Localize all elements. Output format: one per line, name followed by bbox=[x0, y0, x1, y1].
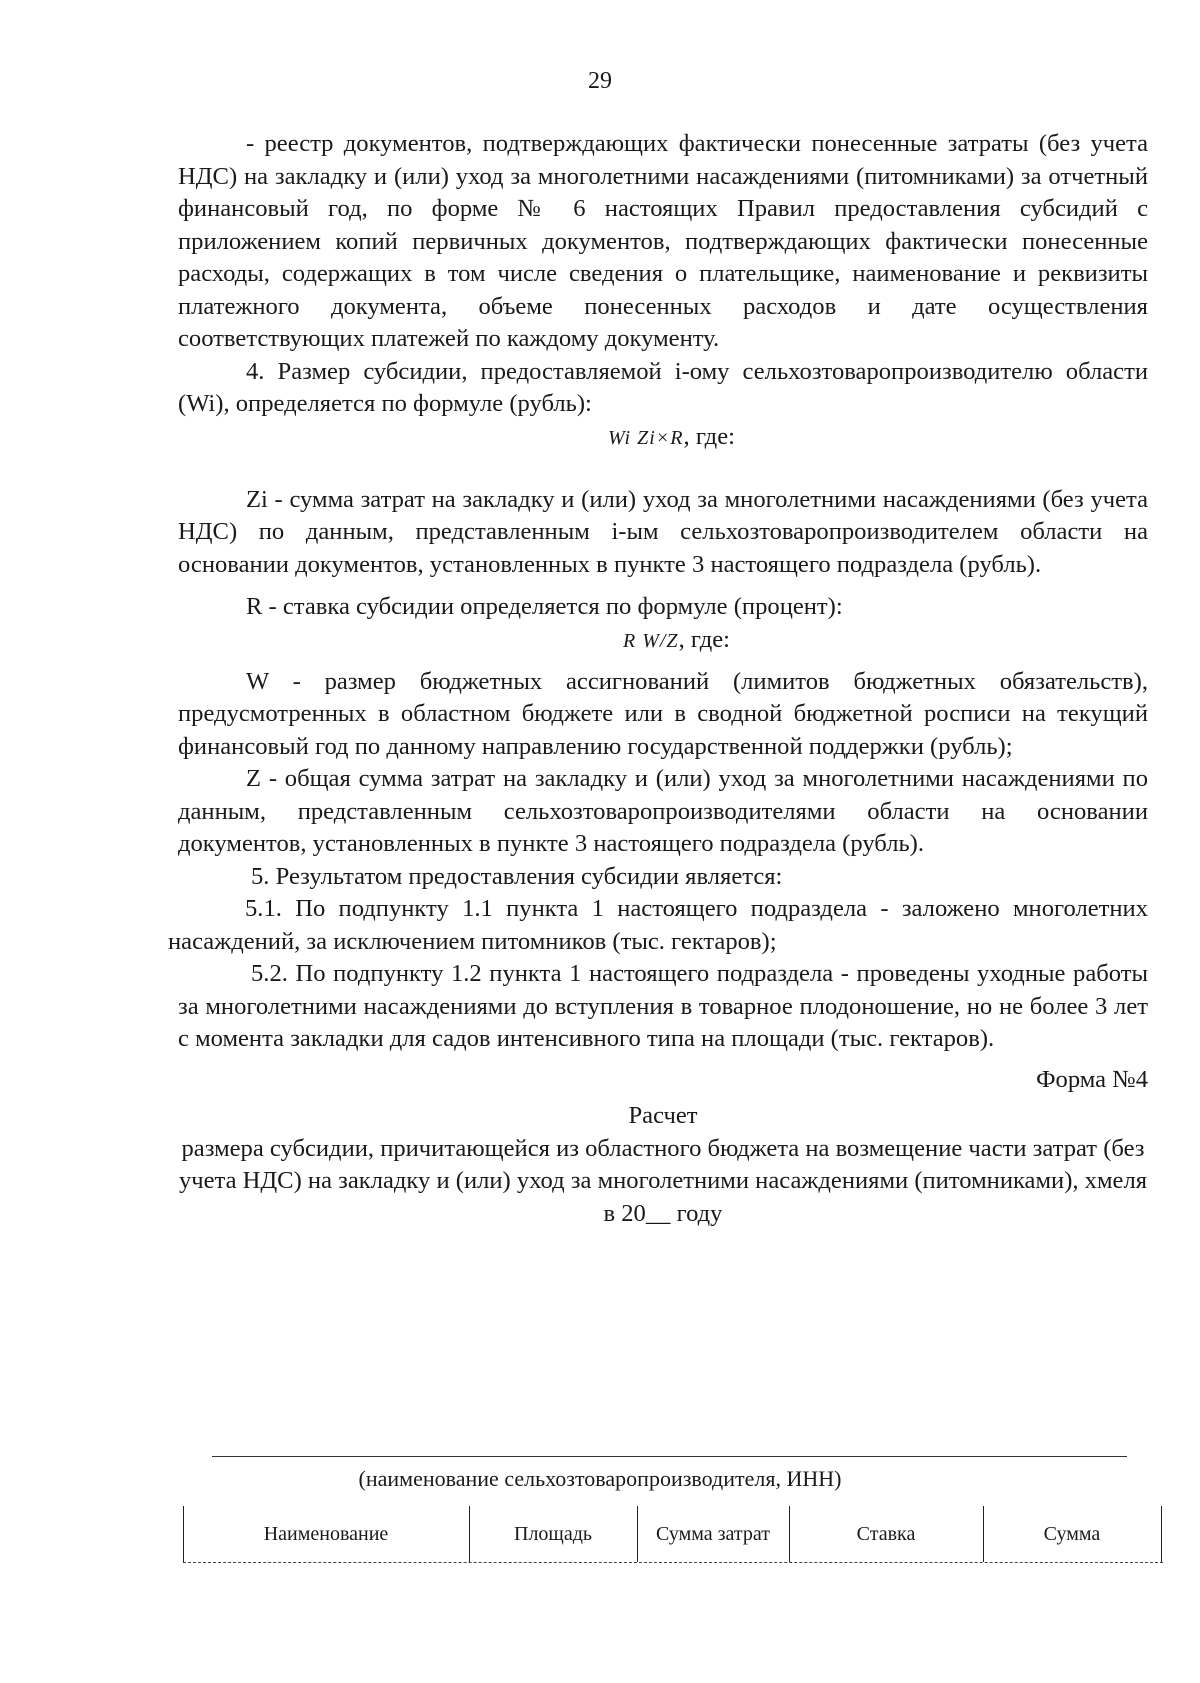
form-label: Форма №4 bbox=[1036, 1065, 1148, 1093]
paragraph-z-definition: Z - общая сумма затрат на закладку и (или) уход за многолетними насаждениями по данным, представленным сельхозтоваропроизводителями области на основании документов, установленных в пункте 3 настоящего подраздела (рубль). bbox=[178, 765, 1148, 857]
paragraph-result: 5. Результатом предоставления субсидии является: bbox=[251, 862, 783, 890]
paragraph-w-definition: W - размер бюджетных ассигнований (лимитов бюджетных обязательств), предусмотренных в областном бюджете или в сводной бюджетной росписи на текущий финансовый год по данному направлению государственной поддержки (рубль); bbox=[178, 667, 1148, 760]
producer-name-line bbox=[212, 1456, 1127, 1457]
table-header-area: Площадь bbox=[514, 1522, 592, 1545]
paragraph-result-5-1: 5.1. По подпункту 1.1 пункта 1 настоящего подраздела - заложено многолетних насаждений, за исключением питомников (тыс. гектаров); bbox=[168, 895, 1148, 955]
calculation-table-header bbox=[183, 1506, 1163, 1562]
table-header-sum: Сумма bbox=[1043, 1522, 1101, 1545]
paragraph-r-definition: R - ставка субсидии определяется по формуле (процент): bbox=[246, 593, 843, 620]
form-subtitle: размера субсидии, причитающейся из областного бюджета на возмещение части затрат (без учета НДС) на закладку и (или) уход за многолетними насаждениями (питомниками), хмеля в 20__ году bbox=[178, 1134, 1148, 1227]
page-number: 29 bbox=[588, 68, 612, 94]
table-header-name: Наименование bbox=[263, 1522, 389, 1545]
document-body bbox=[168, 128, 1148, 1230]
table-header-rate: Ставка bbox=[856, 1522, 916, 1545]
form-title: Расчет bbox=[628, 1102, 698, 1129]
formula-wi-expression: Wi Zi×R bbox=[608, 426, 684, 449]
formula-r bbox=[178, 624, 1148, 666]
paragraph-result-5-2: 5.2. По подпункту 1.2 пункта 1 настоящего подраздела - проведены уходные работы за многолетними насаждениями до вступления в товарное плодоношение, но не более 3 лет с момента закладки для садов интенсивного типа на площади (тыс. гектаров). bbox=[178, 960, 1148, 1052]
paragraph-registry: - реестр документов, подтверждающих фактически понесенные затраты (без учета НДС) на закладку и (или) уход за многолетними насаждениями (питомниками) за отчетный финансовый год, по форме № 6 настоящих Правил предоставления субсидий с приложением копий первичных документов, подтверждающих фактически понесенные расходы, содержащих в том числе сведения о плательщике, наименование и реквизиты платежного документа, объеме понесенных расходов и дате осуществления соответствующих платежей по каждому документу. bbox=[178, 130, 1148, 352]
producer-caption: (наименование сельхозтоваропроизводителя, ИНН) bbox=[358, 1466, 842, 1491]
formula-wi-suffix: , где: bbox=[683, 422, 735, 450]
paragraph-zi-definition: Zi - сумма затрат на закладку и (или) уход за многолетними насаждениями (без учета НДС) по данным, представленным i-ым сельхозтоваропроизводителем области на основании документов, установленных в пункте 3 настоящего подраздела (рубль). bbox=[178, 485, 1148, 578]
formula-r-suffix: , где: bbox=[678, 625, 730, 653]
paragraph-subsidy-size: 4. Размер субсидии, предоставляемой i-ому сельхозтоваропроизводителю области (Wi), определяется по формуле (рубль): bbox=[178, 357, 1148, 417]
table-header-cost: Сумма затрат bbox=[656, 1522, 770, 1545]
formula-r-expression: R W/Z bbox=[623, 629, 679, 652]
formula-wi bbox=[178, 421, 1148, 484]
